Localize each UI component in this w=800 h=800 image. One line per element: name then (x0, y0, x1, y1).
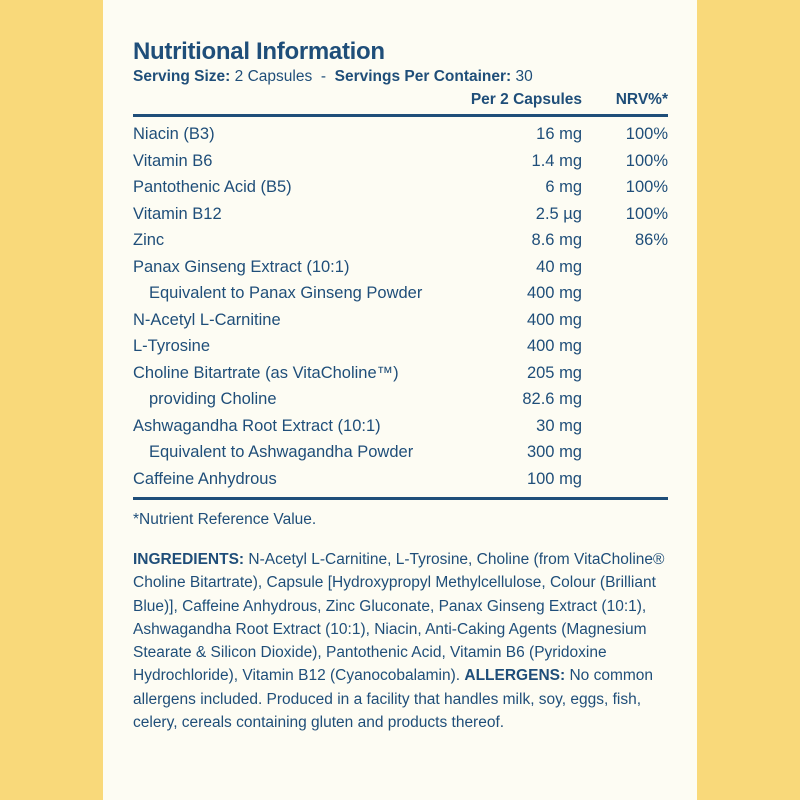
nrv-footnote: *Nutrient Reference Value. (133, 511, 317, 528)
servings-per-container-value: 30 (515, 68, 533, 85)
serving-size-label: Serving Size: (133, 68, 231, 85)
servings-per-container-label: Servings Per Container: (334, 68, 512, 85)
nutrient-row (133, 280, 668, 307)
nutrient-nrv (582, 360, 668, 387)
nutrient-amount: 2.5 µg (535, 204, 582, 223)
allergens-text: No common allergens included. Produced in a facility that handles milk, soy, eggs, fish, celery, cereals containing gluten and products thereof. (133, 667, 654, 732)
nutrient-nrv (582, 439, 668, 466)
ingredients-block (133, 548, 668, 734)
nutrient-nrv (582, 386, 668, 413)
nutrient-row (133, 386, 668, 413)
nutrient-nrv (582, 254, 668, 281)
nutrient-nrv: 100% (625, 204, 668, 223)
nutrient-nrv: 100% (625, 125, 668, 143)
nutrient-row (133, 439, 668, 466)
amount-column-header: Per 2 Capsules (470, 91, 582, 108)
nutrient-row (133, 201, 668, 228)
nutrient-row (133, 333, 668, 360)
nutrient-name: Vitamin B6 (133, 151, 213, 170)
nutrient-amount: 400 mg (526, 337, 582, 355)
ingredients-text: N-Acetyl L-Carnitine, L-Tyrosine, Choline (from VitaCholine® Choline Bitartrate), Capsule [Hydroxypropyl Methylcellulose, Colour (Brilliant Blue)], Caffeine Anhydrous, Zinc Gluconate, Panax Ginseng Extract (10:1), Ashwagandha Root Extract (10:1), Niacin, Anti-Caking Agents (Magnesium Stearate & Silicon Dioxide), Pantothenic Acid, Vitamin B6 (Pyridoxine Hydrochloride), Vitamin B12 (Cyanocobalamin). (133, 551, 665, 685)
allergens-label: ALLERGENS: (464, 667, 566, 685)
nutrient-name: L-Tyrosine (133, 337, 211, 355)
nutrient-nrv (582, 466, 668, 493)
nutrient-name: Equivalent to Ashwagandha Powder (149, 443, 414, 461)
nutrition-panel (133, 38, 668, 734)
panel-title: Nutritional Information (133, 38, 385, 65)
nutrient-amount: 205 mg (526, 363, 582, 382)
nutrient-name: Panax Ginseng Extract (10:1) (133, 257, 350, 276)
nutrient-amount: 16 mg (536, 125, 582, 143)
nutrient-row (133, 174, 668, 201)
nutrient-row (133, 413, 668, 440)
nutrient-amount: 6 mg (545, 178, 582, 196)
nutrient-amount: 1.4 mg (531, 151, 582, 170)
nutrient-row (133, 466, 668, 493)
nutrient-amount: 300 mg (526, 443, 582, 461)
nutrient-row (133, 227, 668, 254)
nutrient-name: Choline Bitartrate (as VitaCholine™) (133, 363, 399, 382)
nutrient-amount: 400 mg (526, 284, 582, 302)
nutrient-name: Pantothenic Acid (B5) (133, 178, 292, 196)
nutrient-nrv: 100% (625, 178, 668, 196)
nutrient-amount: 100 mg (526, 469, 582, 488)
nutrient-nrv (582, 307, 668, 334)
nutrient-name: Caffeine Anhydrous (133, 469, 277, 488)
nutrient-amount: 30 mg (536, 416, 582, 435)
nutrient-amount: 82.6 mg (522, 390, 582, 408)
nutrient-row (133, 121, 668, 148)
nutrient-row (133, 148, 668, 175)
nutrient-amount: 400 mg (526, 310, 582, 329)
right-decorative-stripe (697, 0, 800, 800)
nutrient-name: Vitamin B12 (133, 204, 222, 223)
nutrient-name: Zinc (133, 231, 165, 249)
column-header-row (133, 90, 668, 117)
nutrient-row (133, 254, 668, 281)
nutrient-name: N-Acetyl L-Carnitine (133, 310, 281, 329)
nutrient-name: Equivalent to Panax Ginseng Powder (149, 284, 423, 302)
nutrient-nrv (582, 333, 668, 360)
nrv-column-header: NRV%* (615, 91, 668, 108)
nutrient-nrv (582, 413, 668, 440)
nutrient-nrv: 86% (634, 231, 668, 249)
serving-info (133, 67, 668, 87)
serving-size-value: 2 Capsules (234, 68, 313, 85)
nutrient-name: Ashwagandha Root Extract (10:1) (133, 416, 381, 435)
ingredients-label: INGREDIENTS: (133, 551, 245, 568)
nutrient-name: providing Choline (149, 390, 277, 408)
nutrient-table (133, 117, 668, 500)
serving-separator: - (320, 68, 326, 85)
nutrient-amount: 8.6 mg (531, 231, 582, 249)
nutrient-amount: 40 mg (536, 257, 582, 276)
nutrient-nrv: 100% (625, 151, 668, 170)
nutrient-name: Niacin (B3) (133, 125, 215, 143)
nutrient-row (133, 360, 668, 387)
left-decorative-stripe (0, 0, 103, 800)
nutrient-nrv (582, 280, 668, 307)
nutrient-row (133, 307, 668, 334)
